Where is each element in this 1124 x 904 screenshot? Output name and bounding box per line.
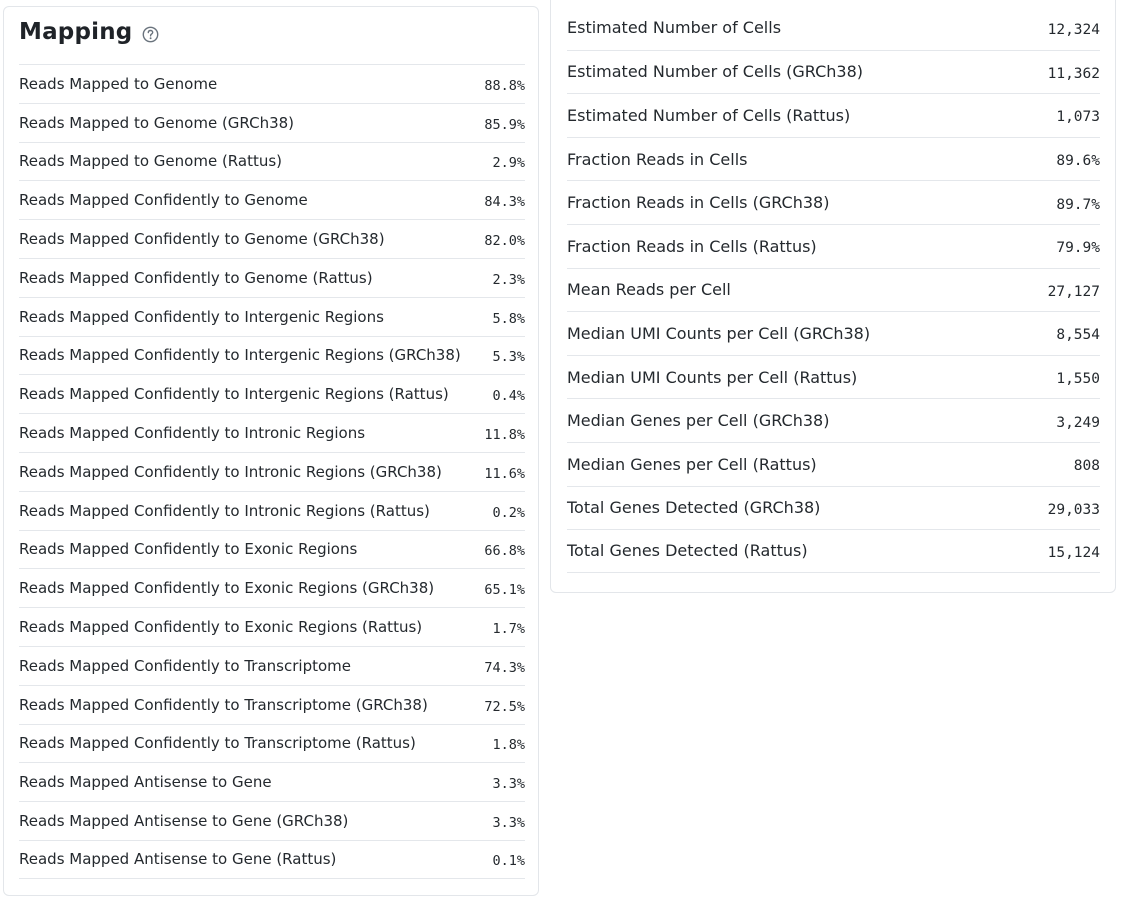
metric-value: 89.6% — [1056, 153, 1100, 170]
metric-value: 29,033 — [1047, 501, 1100, 518]
metric-value: 12,324 — [1047, 21, 1100, 38]
metric-label: Total Genes Detected (Rattus) — [567, 541, 808, 561]
mapping-header — [19, 19, 159, 45]
metric-row — [19, 374, 525, 413]
metric-row — [19, 762, 525, 801]
metric-value: 27,127 — [1047, 283, 1100, 300]
metric-value: 89.7% — [1056, 196, 1100, 213]
metric-row — [567, 529, 1100, 573]
metric-row — [567, 137, 1100, 181]
metric-label: Reads Mapped Confidently to Intergenic Regions (GRCh38) — [19, 346, 461, 365]
metric-row — [19, 258, 525, 297]
metric-label: Median UMI Counts per Cell (Rattus) — [567, 367, 858, 387]
metric-label: Median Genes per Cell (GRCh38) — [567, 411, 830, 431]
metric-label: Fraction Reads in Cells (Rattus) — [567, 236, 817, 256]
metric-value: 8,554 — [1056, 327, 1100, 344]
metric-label: Reads Mapped Confidently to Intronic Regions (GRCh38) — [19, 462, 442, 481]
metric-value: 11.6% — [484, 465, 525, 482]
metric-row — [567, 355, 1100, 399]
metric-value: 0.1% — [492, 853, 525, 870]
metric-label: Reads Mapped to Genome — [19, 74, 218, 93]
metric-label: Total Genes Detected (GRCh38) — [567, 498, 821, 518]
metric-label: Estimated Number of Cells — [567, 18, 782, 38]
metric-row — [19, 180, 525, 219]
metric-label: Reads Mapped Confidently to Transcriptome (Rattus) — [19, 734, 416, 753]
metric-label: Reads Mapped to Genome (Rattus) — [19, 152, 283, 171]
metric-value: 0.4% — [492, 388, 525, 405]
metric-value: 84.3% — [484, 194, 525, 211]
metric-label: Reads Mapped to Genome (GRCh38) — [19, 113, 295, 132]
metric-row — [19, 607, 525, 646]
metric-label: Reads Mapped Confidently to Intergenic Regions (Rattus) — [19, 385, 449, 404]
metric-row — [567, 311, 1100, 355]
metric-row — [19, 297, 525, 336]
metric-row — [19, 64, 525, 103]
metric-value: 79.9% — [1056, 240, 1100, 257]
metric-value: 1,073 — [1056, 109, 1100, 126]
metric-label: Reads Mapped Confidently to Intronic Regions (Rattus) — [19, 501, 430, 520]
metric-label: Reads Mapped Antisense to Gene — [19, 773, 272, 792]
metric-label: Reads Mapped Confidently to Exonic Regions (GRCh38) — [19, 579, 435, 598]
metric-label: Reads Mapped Confidently to Intergenic Regions — [19, 307, 384, 326]
metric-value: 74.3% — [484, 659, 525, 676]
metric-value: 3,249 — [1056, 414, 1100, 431]
metric-value: 2.9% — [492, 155, 525, 172]
metric-value: 1.8% — [492, 737, 525, 754]
metric-value: 3.3% — [492, 776, 525, 793]
metric-row — [19, 336, 525, 375]
metric-label: Reads Mapped Confidently to Genome (GRCh38) — [19, 230, 385, 249]
metric-label: Fraction Reads in Cells — [567, 149, 748, 169]
metric-label: Estimated Number of Cells (GRCh38) — [567, 62, 863, 82]
metric-row — [567, 268, 1100, 312]
mapping-title: Mapping — [19, 19, 133, 45]
metric-value: 2.3% — [492, 271, 525, 288]
metric-row — [19, 840, 525, 879]
metric-label: Reads Mapped Confidently to Genome (Rattus) — [19, 268, 373, 287]
metric-row — [19, 646, 525, 685]
metric-label: Reads Mapped Antisense to Gene (GRCh38) — [19, 812, 349, 831]
metric-value: 85.9% — [484, 116, 525, 133]
metric-row — [19, 413, 525, 452]
metric-row — [19, 491, 525, 530]
metric-row — [567, 6, 1100, 50]
metric-label: Median Genes per Cell (Rattus) — [567, 454, 817, 474]
metric-row — [19, 568, 525, 607]
metric-row — [567, 442, 1100, 486]
metric-row — [567, 180, 1100, 224]
metric-value: 88.8% — [484, 77, 525, 94]
metric-row — [567, 224, 1100, 268]
metric-row — [19, 452, 525, 491]
metric-value: 1,550 — [1056, 371, 1100, 388]
metric-row — [19, 103, 525, 142]
metric-row — [567, 398, 1100, 442]
mapping-metrics-list — [19, 64, 525, 879]
metric-value: 808 — [1073, 458, 1100, 475]
metric-value: 5.8% — [492, 310, 525, 327]
metric-value: 11.8% — [484, 427, 525, 444]
question-circle-icon[interactable] — [142, 26, 159, 43]
metric-value: 72.5% — [484, 698, 525, 715]
metric-value: 0.2% — [492, 504, 525, 521]
metric-label: Reads Mapped Confidently to Intronic Regions — [19, 424, 366, 443]
metric-label: Median UMI Counts per Cell (GRCh38) — [567, 323, 871, 343]
metric-label: Reads Mapped Confidently to Exonic Regions — [19, 540, 358, 559]
metric-label: Reads Mapped Confidently to Exonic Regions (Rattus) — [19, 618, 423, 637]
metric-label: Fraction Reads in Cells (GRCh38) — [567, 193, 830, 213]
metric-label: Reads Mapped Confidently to Transcriptome (GRCh38) — [19, 695, 428, 714]
metric-row — [19, 530, 525, 569]
metric-value: 3.3% — [492, 815, 525, 832]
metric-row — [567, 50, 1100, 94]
metric-value: 82.0% — [484, 233, 525, 250]
metric-row — [19, 724, 525, 763]
metric-value: 11,362 — [1047, 65, 1100, 82]
metric-value: 15,124 — [1047, 544, 1100, 561]
metric-value: 65.1% — [484, 582, 525, 599]
metric-row — [19, 685, 525, 724]
metric-row — [19, 801, 525, 840]
metric-label: Reads Mapped Confidently to Genome — [19, 191, 308, 210]
metric-row — [19, 142, 525, 181]
metric-row — [567, 93, 1100, 137]
metric-row — [567, 486, 1100, 530]
metric-label: Estimated Number of Cells (Rattus) — [567, 105, 851, 125]
metric-row — [19, 219, 525, 258]
metric-value: 66.8% — [484, 543, 525, 560]
mapping-card — [3, 6, 539, 896]
cells-card — [550, 0, 1116, 593]
cells-metrics-list — [567, 6, 1100, 573]
metric-label: Mean Reads per Cell — [567, 280, 731, 300]
metric-label: Reads Mapped Confidently to Transcriptome — [19, 656, 351, 675]
metric-value: 1.7% — [492, 621, 525, 638]
metric-value: 5.3% — [492, 349, 525, 366]
metric-label: Reads Mapped Antisense to Gene (Rattus) — [19, 850, 337, 869]
